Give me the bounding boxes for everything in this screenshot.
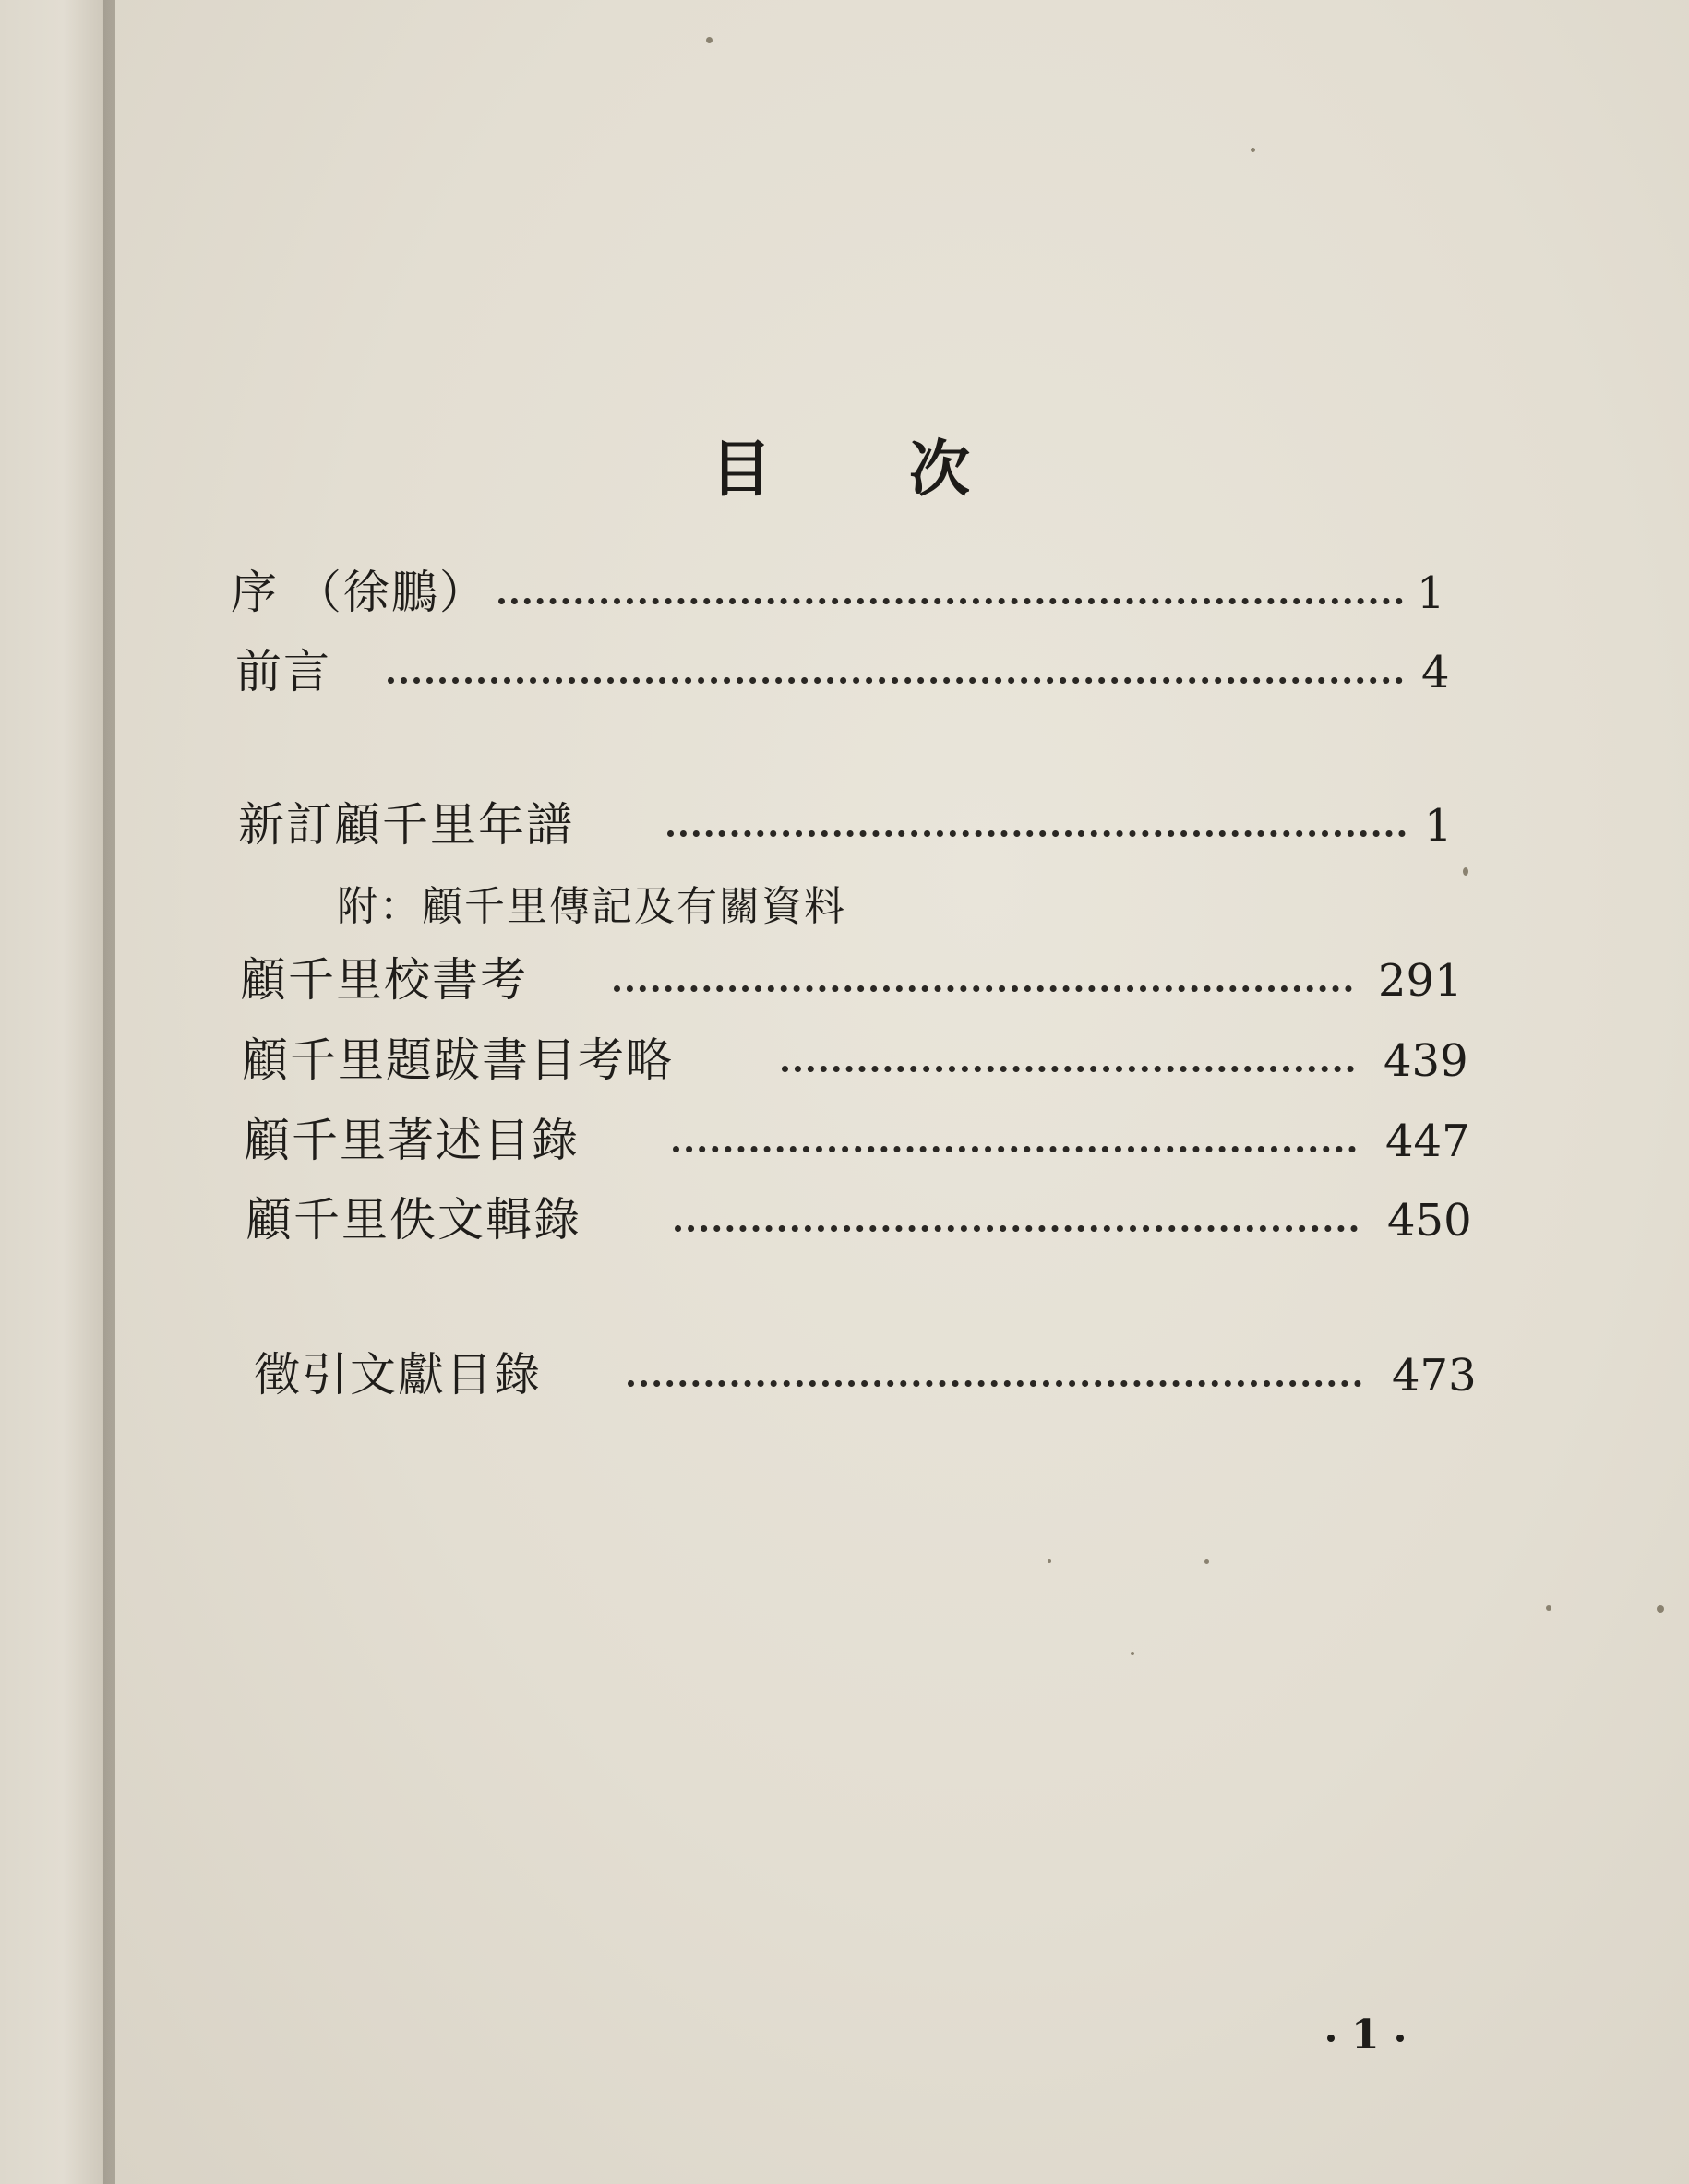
paper-speck (1251, 148, 1255, 152)
paper-speck (1657, 1605, 1664, 1613)
folio-dot-icon (1396, 2035, 1404, 2042)
toc-entry-page: 4 (1421, 647, 1450, 698)
toc-entry (244, 1111, 1471, 1170)
toc-entry-page: 473 (1392, 1350, 1477, 1402)
toc-entry-page: 447 (1385, 1116, 1470, 1167)
toc-entry (242, 1031, 1469, 1090)
page-number-value: 1 (1351, 2011, 1380, 2059)
contents-page (115, 0, 1689, 2184)
paper-speck (1048, 1559, 1051, 1563)
dot-leader (782, 1058, 1354, 1072)
page-title (711, 420, 988, 505)
paper-speck (706, 37, 713, 43)
paper-speck (1546, 1605, 1551, 1611)
toc-entry-label: 顧千里題跋書目考略 (242, 1033, 674, 1087)
toc-entry-label: 新訂顧千里年譜 (238, 798, 574, 852)
toc-entry-label: 徵引文獻目錄 (254, 1348, 542, 1402)
toc-entry-page: 450 (1387, 1195, 1472, 1247)
toc-entry (246, 1190, 1473, 1249)
dot-leader (498, 591, 1403, 604)
paper-speck (1131, 1652, 1134, 1655)
folio-dot-icon (1327, 2035, 1335, 2042)
title-char-2: 次 (909, 433, 974, 505)
toc-entry-page: 1 (1417, 567, 1445, 619)
paper-speck (1204, 1559, 1209, 1564)
dot-leader (614, 978, 1352, 992)
toc-entry-label: 顧千里著述目錄 (244, 1114, 580, 1167)
dot-leader (628, 1373, 1361, 1387)
page-number (1311, 2011, 1420, 2059)
toc-entry-label: 顧千里佚文輯錄 (246, 1193, 581, 1247)
dot-leader (667, 823, 1406, 837)
toc-entry-page: 439 (1384, 1035, 1468, 1087)
dot-leader (388, 670, 1403, 684)
facing-page-edge (0, 0, 115, 2184)
dot-leader (675, 1218, 1358, 1232)
appendix-label: 附：顧千里傳記及有關資料 (337, 883, 846, 930)
toc-entry-label: 序 （徐鵬） (231, 566, 487, 619)
toc-entry (240, 950, 1467, 1009)
dot-leader (673, 1139, 1356, 1152)
title-char-1: 目 (711, 433, 775, 505)
toc-entry (238, 795, 1461, 854)
toc-entry (254, 1345, 1481, 1404)
toc-entry-label: 前言 (235, 645, 331, 698)
paper-speck (1463, 867, 1468, 876)
toc-entry (231, 563, 1454, 622)
toc-entry (235, 642, 1458, 701)
toc-entry-page: 1 (1424, 800, 1453, 852)
toc-entry-label: 顧千里校書考 (240, 953, 528, 1007)
toc-entry-page: 291 (1378, 955, 1463, 1007)
